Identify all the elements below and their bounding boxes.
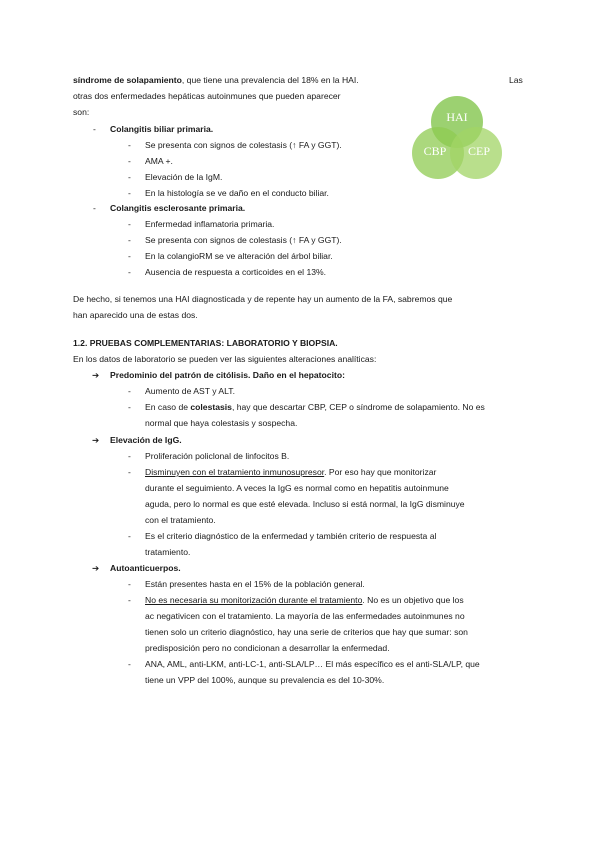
cep-item-1: Enfermedad inflamatoria primaria.: [145, 219, 275, 229]
auto-item-2-rest: . No es un objetivo que los: [362, 595, 464, 605]
intro-bold-term: síndrome de solapamiento: [73, 75, 182, 85]
bullet-dash: -: [128, 140, 131, 150]
citolisis-item-2-line-2: normal que haya colestasis y sospecha.: [145, 418, 298, 428]
bullet-dash: -: [128, 172, 131, 182]
cbp-item-1: Se presenta con signos de colestasis (↑ FA y GGT).: [145, 140, 342, 150]
auto-item-2-line-4: predisposición pero no condicionan a desarrollar la enfermedad.: [145, 643, 390, 653]
citolisis-item-1: Aumento de AST y ALT.: [145, 386, 235, 396]
bullet-dash: -: [93, 203, 96, 213]
citolisis-item-2-bold: colestasis: [190, 402, 232, 412]
bullet-dash: -: [128, 188, 131, 198]
cep-item-3: En la colangioRM se ve alteración del árbol biliar.: [145, 251, 333, 261]
igg-item-2-line-3: aguda, pero lo normal es que esté elevada. Incluso si está normal, la IgG disminuye: [145, 499, 465, 509]
auto-item-3-line-2: tiene un VPP del 100%, aunque su prevalencia es del 10-30%.: [145, 675, 385, 685]
venn-label-hai: HAI: [446, 110, 468, 124]
auto-item-1: Están presentes hasta en el 15% de la población general.: [145, 579, 365, 589]
citolisis-item-2: [145, 400, 485, 416]
venn-diagram: [408, 93, 506, 185]
paragraph-line-1: De hecho, si tenemos una HAI diagnosticada y de repente hay un aumento de la FA, sabremos que: [73, 294, 453, 304]
auto-item-2: [145, 593, 464, 609]
arrow-icon: ➔: [92, 563, 100, 573]
arrow-icon: ➔: [92, 370, 100, 380]
venn-label-cep: CEP: [467, 144, 491, 158]
igg-item-2-line-4: con el tratamiento.: [145, 515, 216, 525]
igg-item-3: Es el criterio diagnóstico de la enfermedad y también criterio de respuesta al: [145, 531, 437, 541]
intro-line-2: otras dos enfermedades hepáticas autoinmunes que pueden aparecer: [73, 91, 341, 101]
cep-item-4: Ausencia de respuesta a corticoides en el 13%.: [145, 267, 327, 277]
cep-item-2: Se presenta con signos de colestasis (↑ FA y GGT).: [145, 235, 342, 245]
intro-right-word: Las: [509, 75, 523, 85]
igg-title: Elevación de IgG.: [110, 435, 182, 445]
citolisis-item-2-c: , hay que descartar CBP, CEP o síndrome de solapamiento. No es: [231, 402, 485, 412]
igg-item-3-line-2: tratamiento.: [145, 547, 191, 557]
auto-item-2-line-2: ac negativicen con el tratamiento. La mayoría de las enfermedades autoinmunes no: [145, 611, 465, 621]
section-intro: En los datos de laboratorio se pueden ver las siguientes alteraciones analíticas:: [73, 354, 377, 364]
igg-item-2-underlined: Disminuyen con el tratamiento inmunosupresor: [145, 467, 325, 477]
bullet-dash: -: [128, 595, 131, 605]
bullet-dash: -: [128, 267, 131, 277]
cbp-item-2: AMA +.: [145, 156, 173, 166]
bullet-dash: -: [128, 156, 131, 166]
section-heading: 1.2. PRUEBAS COMPLEMENTARIAS: LABORATORIO Y BIOPSIA.: [73, 338, 338, 348]
bullet-dash: -: [128, 402, 131, 412]
cbp-title: Colangitis biliar primaria.: [110, 124, 214, 134]
cep-title: Colangitis esclerosante primaria.: [110, 203, 246, 213]
auto-title: Autoanticuerpos.: [110, 563, 181, 573]
bullet-dash: -: [128, 579, 131, 589]
cbp-item-3: Elevación de la IgM.: [145, 172, 223, 182]
auto-item-2-underlined: No es necesaria su monitorización durante el tratamiento: [145, 595, 363, 605]
bullet-dash: -: [128, 235, 131, 245]
citolisis-title: Predominio del patrón de citólisis. Daño en el hepatocito:: [110, 370, 345, 380]
auto-item-2-line-3: tienen solo un criterio diagnóstico, hay una serie de criterios que hay que sumar: son: [145, 627, 468, 637]
arrow-icon: ➔: [92, 435, 100, 445]
intro-text: , que tiene una prevalencia del 18% en la HAI.: [181, 75, 359, 85]
bullet-dash: -: [128, 451, 131, 461]
bullet-dash: -: [93, 124, 96, 134]
bullet-dash: -: [128, 386, 131, 396]
intro-line-3: son:: [73, 107, 90, 117]
auto-item-3: ANA, AML, anti-LKM, anti-LC-1, anti-SLA/LP… El más específico es el anti-SLA/LP, que: [145, 659, 480, 669]
cbp-item-4: En la histología se ve daño en el conducto biliar.: [145, 188, 329, 198]
igg-item-2: [145, 465, 436, 481]
venn-label-cbp: CBP: [423, 144, 447, 158]
bullet-dash: -: [128, 251, 131, 261]
bullet-dash: -: [128, 467, 131, 477]
bullet-dash: -: [128, 659, 131, 669]
intro-line-1: [73, 73, 359, 89]
citolisis-item-2-a: En caso de: [145, 402, 191, 412]
bullet-dash: -: [128, 219, 131, 229]
bullet-dash: -: [128, 531, 131, 541]
paragraph-line-2: han aparecido una de estas dos.: [73, 310, 198, 320]
igg-item-2-rest: . Por eso hay que monitorizar: [324, 467, 437, 477]
igg-item-2-line-2: durante el seguimiento. A veces la IgG es normal como en hepatitis autoinmune: [145, 483, 449, 493]
igg-item-1: Proliferación policlonal de linfocitos B.: [145, 451, 290, 461]
